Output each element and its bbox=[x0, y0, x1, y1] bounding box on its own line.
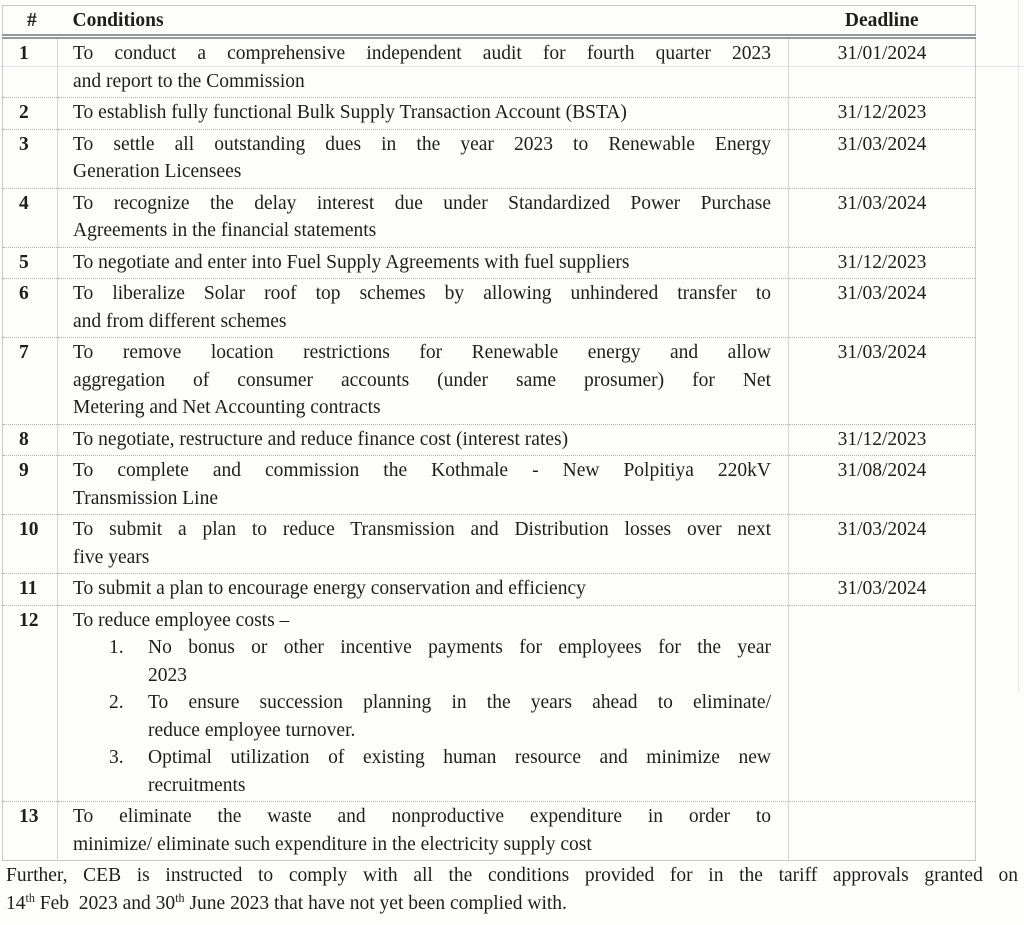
condition-line: To settle all outstanding dues in the year 2023 to Renewable Energy bbox=[73, 133, 771, 155]
condition-line: To negotiate and enter into Fuel Supply Agreements with fuel suppliers bbox=[73, 251, 630, 273]
list-item-body bbox=[148, 744, 771, 799]
condition-line: Agreements in the financial statements bbox=[73, 220, 377, 241]
row-number: 2 bbox=[3, 98, 58, 130]
ordinal-superscript: th bbox=[175, 890, 185, 905]
row-number: 12 bbox=[3, 605, 58, 802]
condition-line: To liberalize Solar roof top schemes by allowing unhindered transfer to bbox=[73, 283, 771, 304]
table-row bbox=[3, 129, 976, 188]
condition-cell bbox=[58, 456, 789, 515]
table-row bbox=[3, 515, 976, 574]
condition-line: To eliminate the waste and nonproductive expenditure in order to bbox=[73, 806, 771, 827]
condition-line: five years bbox=[73, 546, 150, 568]
condition-line: No bonus or other incentive payments for employees for the year bbox=[148, 637, 771, 658]
condition-cell bbox=[58, 802, 789, 861]
conditions-table bbox=[2, 5, 975, 861]
condition-cell bbox=[58, 37, 789, 98]
condition-cell bbox=[58, 188, 789, 247]
condition-cell bbox=[58, 129, 789, 188]
row-number: 6 bbox=[3, 279, 58, 338]
row-number: 1 bbox=[3, 37, 58, 98]
condition-cell bbox=[58, 574, 789, 606]
deadline-cell: 31/03/2024 bbox=[789, 188, 976, 247]
condition-line: To negotiate, restructure and reduce finance cost (interest rates) bbox=[73, 428, 569, 450]
footer-text: 14 bbox=[6, 892, 26, 914]
footer-text: Feb 2023 and 30 bbox=[34, 892, 176, 914]
table-row bbox=[3, 802, 976, 861]
deadline-cell: 31/12/2023 bbox=[789, 424, 976, 456]
condition-cell bbox=[58, 605, 789, 802]
row-number: 4 bbox=[3, 188, 58, 247]
condition-line: Metering and Net Accounting contracts bbox=[73, 397, 381, 418]
conditions-deadline-table bbox=[2, 5, 976, 861]
footer-line-2 bbox=[6, 890, 1018, 920]
condition-cell bbox=[58, 338, 789, 425]
row-number: 10 bbox=[3, 515, 58, 574]
condition-line: To submit a plan to reduce Transmission and Distribution losses over next bbox=[73, 519, 771, 540]
row-number: 13 bbox=[3, 802, 58, 861]
condition-line: minimize/ eliminate such expenditure in the electricity supply cost bbox=[73, 833, 592, 855]
condition-line: recruitments bbox=[148, 774, 246, 796]
table-row bbox=[3, 247, 976, 279]
list-item bbox=[109, 744, 771, 799]
page-edge-line bbox=[1018, 0, 1019, 692]
deadline-cell: 31/03/2024 bbox=[789, 279, 976, 338]
condition-line: To ensure succession planning in the years ahead to eliminate/ bbox=[148, 692, 771, 713]
deadline-cell bbox=[789, 802, 976, 861]
header-number: # bbox=[3, 6, 58, 37]
condition-line: and report to the Commission bbox=[73, 70, 305, 92]
row-number: 11 bbox=[3, 574, 58, 606]
deadline-cell bbox=[789, 605, 976, 802]
condition-line: To reduce employee costs – bbox=[73, 609, 290, 631]
footer-line-1: Further, CEB is instructed to comply with all the conditions provided for in the tariff approvals granted on bbox=[6, 865, 1018, 886]
row-number: 9 bbox=[3, 456, 58, 515]
table-row bbox=[3, 574, 976, 606]
table-row bbox=[3, 338, 976, 425]
condition-cell bbox=[58, 424, 789, 456]
list-item-marker: 3. bbox=[109, 747, 124, 768]
deadline-cell: 31/12/2023 bbox=[789, 98, 976, 130]
footer-text: June 2023 that have not yet been complied with. bbox=[184, 892, 567, 914]
condition-cell bbox=[58, 98, 789, 130]
list-item-marker: 2. bbox=[109, 692, 124, 713]
condition-line: To recognize the delay interest due under Standardized Power Purchase bbox=[73, 192, 771, 214]
condition-line: Optimal utilization of existing human resource and minimize new bbox=[148, 747, 771, 768]
deadline-cell: 31/01/2024 bbox=[789, 37, 976, 98]
condition-cell bbox=[58, 279, 789, 338]
table-row bbox=[3, 424, 976, 456]
row-number: 7 bbox=[3, 338, 58, 425]
condition-cell bbox=[58, 515, 789, 574]
row-number: 3 bbox=[3, 129, 58, 188]
condition-line: To remove location restrictions for Renewable energy and allow bbox=[73, 342, 771, 363]
condition-line: Generation Licensees bbox=[73, 161, 242, 182]
condition-line: To complete and commission the Kothmale - New Polpitiya 220kV bbox=[73, 460, 771, 481]
ordinal-superscript: th bbox=[25, 890, 35, 905]
condition-line: To conduct a comprehensive independent audit for fourth quarter 2023 bbox=[73, 43, 771, 64]
condition-line: To establish fully functional Bulk Supply Transaction Account (BSTA) bbox=[73, 102, 627, 123]
condition-cell bbox=[58, 247, 789, 279]
row-number: 8 bbox=[3, 424, 58, 456]
deadline-cell: 31/03/2024 bbox=[789, 338, 976, 425]
table-row bbox=[3, 456, 976, 515]
condition-line: reduce employee turnover. bbox=[148, 719, 356, 741]
condition-line: Transmission Line bbox=[73, 487, 219, 509]
table-row bbox=[3, 605, 976, 802]
footer-paragraph bbox=[6, 862, 1018, 919]
row-number: 5 bbox=[3, 247, 58, 279]
condition-line: 2023 bbox=[148, 664, 187, 686]
list-item-body bbox=[148, 634, 771, 689]
list-item-marker: 1. bbox=[109, 637, 124, 658]
deadline-cell: 31/03/2024 bbox=[789, 129, 976, 188]
deadline-cell: 31/12/2023 bbox=[789, 247, 976, 279]
table-row bbox=[3, 98, 976, 130]
table-row bbox=[3, 188, 976, 247]
deadline-cell: 31/03/2024 bbox=[789, 574, 976, 606]
condition-line: aggregation of consumer accounts (under same prosumer) for Net bbox=[73, 369, 771, 391]
list-item bbox=[109, 689, 771, 744]
deadline-cell: 31/03/2024 bbox=[789, 515, 976, 574]
table-row bbox=[3, 279, 976, 338]
list-item bbox=[109, 634, 771, 689]
header-deadline: Deadline bbox=[789, 6, 976, 37]
list-item-body bbox=[148, 689, 771, 744]
condition-line: and from different schemes bbox=[73, 310, 287, 332]
table-row bbox=[3, 37, 976, 98]
table-header-row bbox=[3, 6, 976, 37]
header-conditions: Conditions bbox=[58, 6, 789, 37]
condition-line: To submit a plan to encourage energy conservation and efficiency bbox=[73, 578, 586, 599]
deadline-cell: 31/08/2024 bbox=[789, 456, 976, 515]
